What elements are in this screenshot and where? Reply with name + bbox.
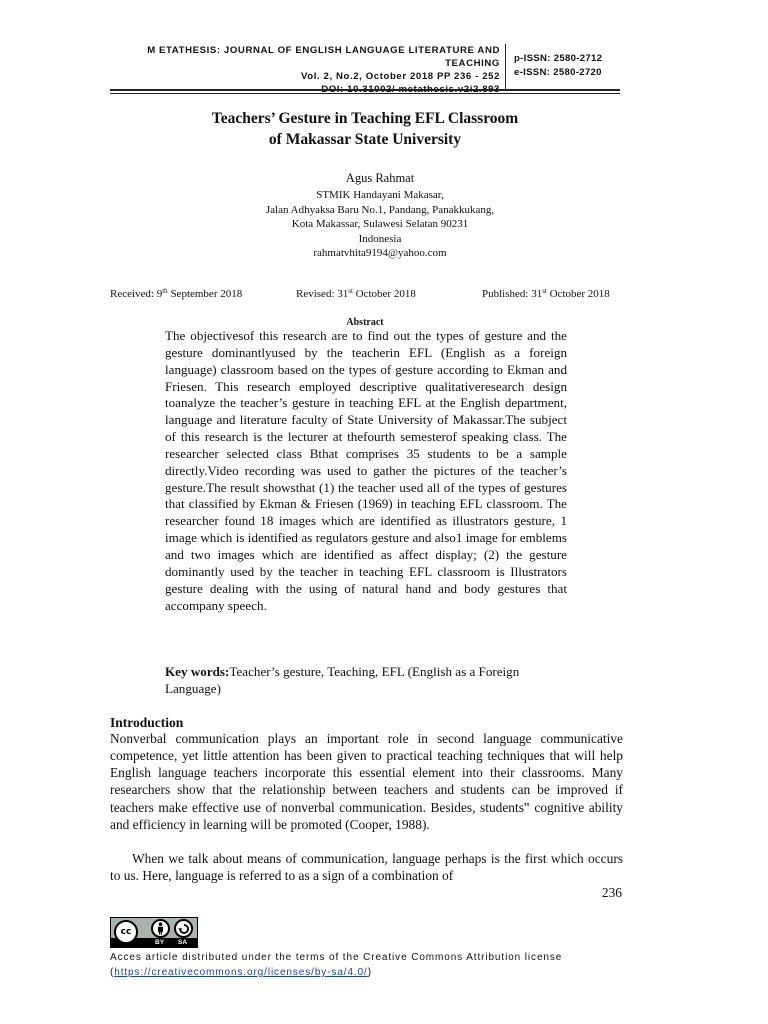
creative-commons-icon: cc — [114, 920, 138, 944]
title-line-2: of Makassar State University — [268, 131, 462, 148]
share-alike-icon — [174, 919, 193, 938]
keywords-text: Teacher’s gesture, Teaching, EFL (English as a Foreign Language) — [165, 664, 520, 696]
published-date: Published: 31st October 2018 — [482, 287, 610, 300]
keywords — [165, 663, 567, 697]
author-country: Indonesia — [358, 232, 402, 245]
journal-name: M ETATHESIS: JOURNAL OF ENGLISH LANGUAGE LITERATURE AND TEACHING — [147, 45, 500, 69]
person-icon — [155, 922, 166, 935]
license-url-line: (https://creativecommons.org/licenses/by-sa/4.0/) — [110, 967, 372, 978]
keywords-label: Key words: — [165, 664, 230, 679]
header-rule-thin — [110, 93, 620, 94]
author-address-1: Jalan Adhyaksa Baru No.1, Pandang, Panakkukang, — [265, 203, 495, 216]
abstract-heading: Abstract — [346, 317, 384, 328]
license-text: Acces article distributed under the terms of the Creative Commons Attribution license — [110, 952, 563, 963]
header-divider — [505, 44, 506, 90]
author-email[interactable]: rahmatvhita9194@yahoo.com — [313, 247, 447, 259]
author-institution: STMIK Handayani Makasar, — [316, 189, 444, 201]
received-date: Received: 9th September 2018 — [110, 287, 243, 300]
author-name: Agus Rahmat — [345, 171, 415, 185]
author-address-2: Kota Makassar, Sulawesi Selatan 90231 — [291, 218, 469, 230]
license-notice — [110, 950, 630, 980]
journal-volume: Vol. 2, No.2, October 2018 PP 236 - 252 — [300, 71, 500, 82]
introduction-paragraph-1: Nonverbal communication plays an important role in second language communicative competence, yet little attention has been given to practical teaching techniques that will help English language teachers incorporate this essential element into their classrooms. Many researchers show that the relationship between teachers and students can be improved if teachers make effective use of nonverbal communication. Besides, students‟ cognitive ability and efficiency in learning will be promoted (Cooper, 1988). — [110, 731, 623, 832]
badge-label-sa: SA — [178, 939, 188, 946]
introduction-paragraph-2: When we talk about means of communication, language perhaps is the first which occurs to us. Here, language is referred to as a sign of a combination of — [110, 851, 623, 884]
revised-date: Revised: 31st October 2018 — [296, 287, 416, 300]
author-block — [110, 170, 650, 261]
page-number: 236 — [601, 885, 622, 900]
license-link[interactable]: https://creativecommons.org/licenses/by-sa/4.0/ — [114, 967, 368, 978]
badge-label-by: BY — [155, 939, 165, 946]
p-issn: p-ISSN: 2580-2712 — [514, 53, 603, 64]
title-line-1: Teachers’ Gesture in Teaching EFL Classroom — [211, 110, 519, 127]
e-issn: e-ISSN: 2580-2720 — [514, 67, 602, 78]
paper-title — [110, 108, 620, 150]
introduction-heading: Introduction — [110, 715, 184, 730]
cc-license-badge[interactable] — [110, 917, 198, 948]
attribution-icon — [151, 919, 170, 938]
issn-block — [514, 52, 602, 80]
share-alike-arrow-icon — [178, 923, 190, 935]
abstract-body: The objectivesof this research are to find out the types of gesture and the gesture dominantlyused by the teacherin EFL (English as a foreign language) classroom based on the types of gesture according to Ekman and Friesen. This research employed descriptive qualitativeresearch design toanalyze the teacher’s gesture in teaching EFL at the English department, language and literature faculty of State University of Makassar.The subject of this research is the lecturer at thefourth semesterof speaking class. The researcher selected class Bthat comprises 35 students to be a sample directly.Video recording was used to gather the pictures of the teacher’s gesture.The result showsthat (1) the teacher used all of the types of gestures that classified by Ekman & Friesen (1969) in teaching EFL classroom. The researcher found 18 images which are identified as illustrators gesture, 1 image which is identified as regulators gesture and also1 image for emblems and two images which are identified as affect display; (2) the gesture dominantly used by the teacher in teaching EFL classroom is Illustrators gesture dealing with the using of natural hand and body gestures that accompany speech. — [165, 328, 567, 613]
header-rule — [110, 89, 620, 91]
